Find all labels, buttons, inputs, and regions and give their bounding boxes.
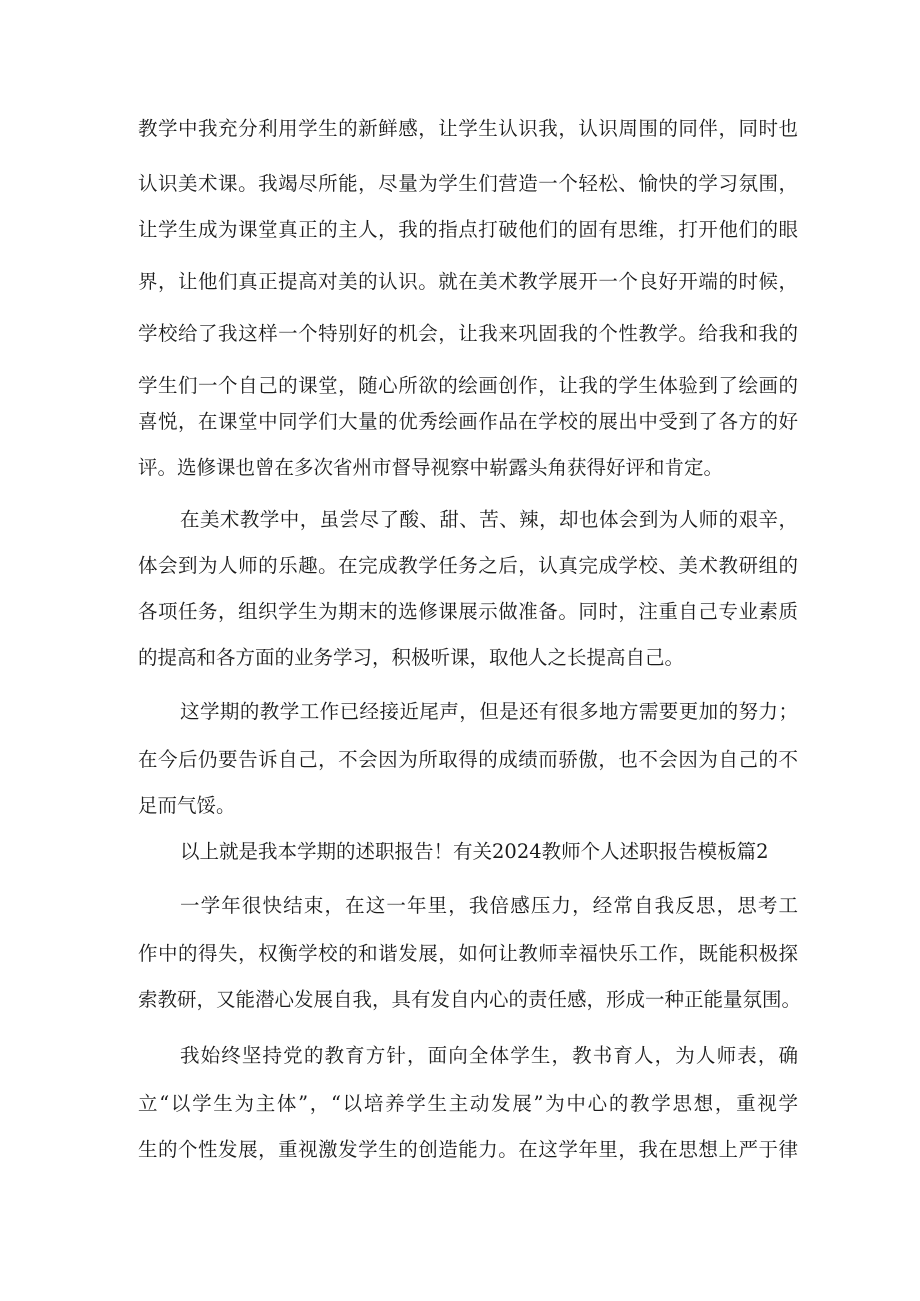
paragraph-1-line-1: 教学中我充分利用学生的新鲜感，让学生认识我，认识周围的同伴，同时也 [138,117,798,140]
paragraph-2-line-2: 体会到为人师的乐趣。在完成教学任务之后，认真完成学校、美术教研组的 [138,554,798,577]
paragraph-3-line-1: 这学期的教学工作已经接近尾声，但是还有很多地方需要更加的努力； [180,700,798,723]
paragraph-1-line-4: 界，让他们真正提高对美的认识。就在美术教学展开一个良好开端的时候， [138,270,798,293]
paragraph-5-line-1: 一学年很快结束，在这一年里，我倍感压力，经常自我反思，思考工 [180,894,798,917]
paragraph-1-line-2: 认识美术课。我竭尽所能，尽量为学生们营造一个轻松、愉快的学习氛围， [138,172,798,195]
paragraph-3-line-2: 在今后仍要告诉自己，不会因为所取得的成绩而骄傲，也不会因为自己的不 [138,748,798,771]
paragraph-2-line-3: 各项任务，组织学生为期末的选修课展示做准备。同时，注重自己专业素质 [138,600,798,623]
paragraph-2-line-1: 在美术教学中，虽尝尽了酸、甜、苦、辣，却也体会到为人师的艰辛， [180,508,798,531]
paragraph-2-line-4: 的提高和各方面的业务学习，积极听课，取他人之长提高自己。 [138,646,685,669]
section-2-intro: 以上就是我本学期的述职报告！有关2024教师个人述职报告模板篇2 [180,840,769,863]
paragraph-1-line-6: 学生们一个自己的课堂，随心所欲的绘画创作，让我的学生体验到了绘画的 [138,374,798,397]
paragraph-6-line-1: 我始终坚持党的教育方针，面向全体学生，教书育人，为人师表，确 [180,1044,798,1067]
paragraph-1-line-3: 让学生成为课堂真正的主人，我的指点打破他们的固有思维，打开他们的眼 [138,218,798,241]
paragraph-6-line-2: 立“以学生为主体”，“以培养学生主动发展”为中心的教学思想，重视学 [138,1092,798,1115]
paragraph-5-line-3: 索教研，又能潜心发展自我，具有发自内心的责任感，形成一种正能量氛围。 [138,988,802,1011]
paragraph-3-line-3: 足而气馁。 [138,794,236,817]
paragraph-5-line-2: 作中的得失，权衡学校的和谐发展，如何让教师幸福快乐工作，既能积极探 [138,942,798,965]
paragraph-1-line-7: 喜悦，在课堂中同学们大量的优秀绘画作品在学校的展出中受到了各方的好 [138,410,798,433]
paragraph-6-line-3: 生的个性发展，重视激发学生的创造能力。在这学年里，我在思想上严于律 [138,1138,798,1161]
paragraph-1-line-8: 评。选修课也曾在多次省州市督导视察中崭露头角获得好评和肯定。 [138,456,724,479]
paragraph-1-line-5: 学校给了我这样一个特别好的机会，让我来巩固我的个性教学。给我和我的 [138,322,798,345]
